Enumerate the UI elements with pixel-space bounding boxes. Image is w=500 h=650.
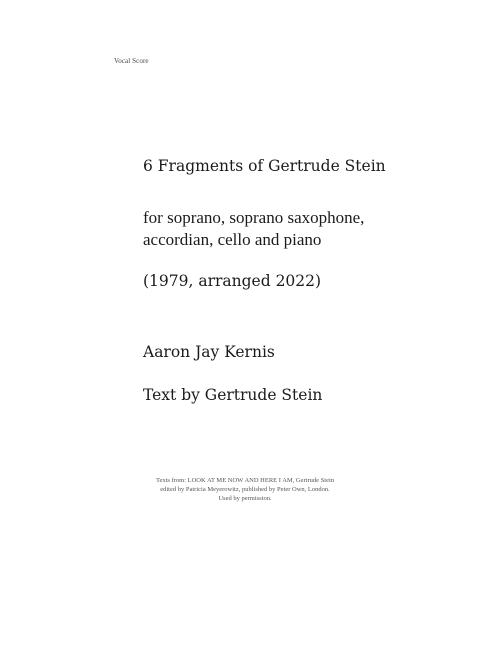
footnote-line-2: edited by Patricia Meyerowitz, published by Peter Own, London. bbox=[160, 486, 330, 493]
footnote-line-1: Texts from: LOOK AT ME NOW AND HERE I AM, Gertrude Stein bbox=[155, 477, 335, 484]
permissions-footnote bbox=[110, 476, 380, 503]
instrumentation bbox=[143, 207, 364, 251]
text-credit: Text by Gertrude Stein bbox=[143, 386, 323, 404]
composer-name: Aaron Jay Kernis bbox=[143, 343, 275, 361]
instrumentation-line-1: for soprano, soprano saxophone, bbox=[143, 208, 365, 227]
instrumentation-line-2: accordian, cello and piano bbox=[143, 230, 322, 249]
footnote-line-3: Used by permission. bbox=[218, 495, 272, 502]
work-title: 6 Fragments of Gertrude Stein bbox=[143, 157, 386, 175]
composition-dates: (1979, arranged 2022) bbox=[143, 272, 322, 290]
score-type-label: Vocal Score bbox=[114, 57, 149, 65]
